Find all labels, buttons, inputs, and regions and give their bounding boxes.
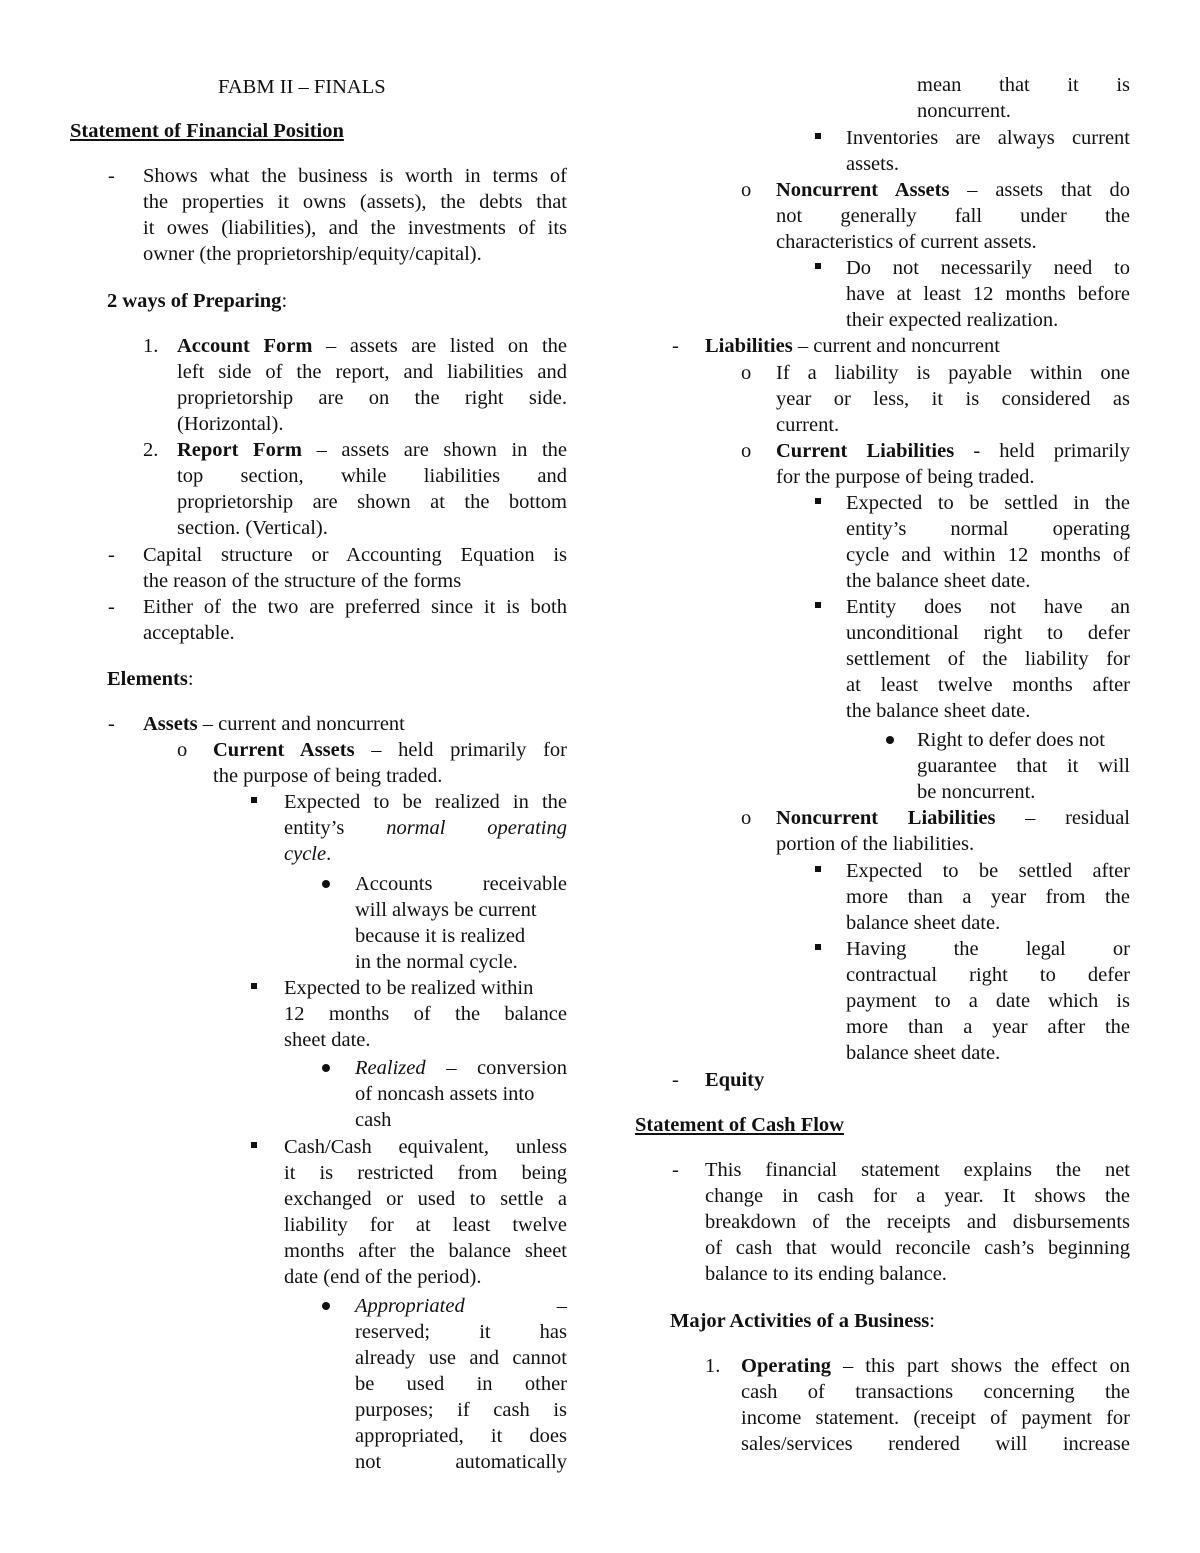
circle-marker: o	[741, 179, 752, 201]
liability-rule-line: If a liability is payable within one	[776, 362, 1130, 384]
list-number: 1.	[705, 1355, 721, 1377]
cl-sub-line: guarantee that it will	[917, 755, 1130, 777]
current-liabilities-line: Current Liabilities - held primarily	[776, 440, 1131, 462]
dash-marker: -	[672, 1159, 679, 1181]
cl-bullet-line: entity’s normal operating	[846, 518, 1130, 540]
square-bullet-icon	[251, 983, 257, 989]
ca-sub-line: already use and cannot	[355, 1347, 567, 1369]
dash-marker: -	[672, 335, 679, 357]
round-bullet-icon	[886, 736, 894, 744]
page-title: FABM II – FINALS	[218, 76, 386, 98]
report-form-line: section. (Vertical).	[177, 517, 328, 539]
note-line: Capital structure or Accounting Equation is	[143, 544, 567, 566]
ca-bullet-line: Expected to be realized in the	[284, 791, 567, 813]
operating-line: Operating – this part shows the effect on	[741, 1355, 1130, 1377]
dash-marker: -	[108, 596, 115, 618]
ca-sub-line: of noncash assets into	[355, 1083, 535, 1105]
assets-line: Assets – current and noncurrent	[143, 713, 405, 735]
list-number: 2.	[143, 439, 159, 461]
square-bullet-icon	[815, 944, 821, 950]
note-line: acceptable.	[143, 622, 235, 644]
noncurrent-liabilities-line: Noncurrent Liabilities – residual	[776, 807, 1130, 829]
ways-heading: 2 ways of Preparing:	[107, 290, 288, 312]
ca-bullet-line: Cash/Cash equivalent, unless	[284, 1136, 567, 1158]
ca-sub-line: cash	[355, 1109, 392, 1131]
square-bullet-icon	[815, 866, 821, 872]
round-bullet-icon	[322, 1064, 330, 1072]
account-form-line: left side of the report, and liabilities and	[177, 361, 567, 383]
cl-bullet-line: Expected to be settled in the	[846, 492, 1130, 514]
ncl-bullet-line: more than a year after the	[846, 1016, 1130, 1038]
list-number: 1.	[143, 335, 159, 357]
scf-intro-line: This financial statement explains the net	[705, 1159, 1130, 1181]
cl-bullet-line: the balance sheet date.	[846, 570, 1031, 592]
cl-bullet-line: cycle and within 12 months of	[846, 544, 1130, 566]
dash-marker: -	[672, 1069, 679, 1091]
report-form-line: proprietorship are shown at the bottom	[177, 491, 567, 513]
square-bullet-icon	[251, 1142, 257, 1148]
cl-bullet-line: at least twelve months after	[846, 674, 1130, 696]
cl-bullet-line: unconditional right to defer	[846, 622, 1130, 644]
circle-marker: o	[177, 739, 188, 761]
square-bullet-icon	[815, 602, 821, 608]
account-form-line: proprietorship are on the right side.	[177, 387, 567, 409]
square-bullet-icon	[815, 498, 821, 504]
liability-rule-line: year or less, it is considered as	[776, 388, 1130, 410]
activities-heading: Major Activities of a Business:	[670, 1310, 935, 1332]
scf-intro-line: change in cash for a year. It shows the	[705, 1185, 1130, 1207]
nca-bullet-line: Do not necessarily need to	[846, 257, 1130, 279]
ca-bullet-line: exchanged or used to settle a	[284, 1188, 567, 1210]
square-bullet-icon	[815, 263, 821, 269]
ca-sub-line: appropriated, it does	[355, 1425, 567, 1447]
equity-label: Equity	[705, 1069, 765, 1091]
sofp-intro-line: the properties it owns (assets), the debts that	[143, 191, 567, 213]
elements-heading: Elements:	[107, 668, 194, 690]
circle-marker: o	[741, 807, 752, 829]
square-bullet-icon	[815, 133, 821, 139]
ca-bullet-line: Expected to be realized within	[284, 977, 534, 999]
noncurrent-assets-line: not generally fall under the	[776, 205, 1130, 227]
dash-marker: -	[108, 713, 115, 735]
cl-sub-line: Right to defer does not	[917, 729, 1105, 751]
ncl-bullet-line: Expected to be settled after	[846, 860, 1130, 882]
account-form-line: Account Form – assets are listed on the	[177, 335, 567, 357]
current-assets-line: Current Assets – held primarily for	[213, 739, 567, 761]
operating-line: income statement. (receipt of payment for	[741, 1407, 1130, 1429]
scf-intro-line: of cash that would reconcile cash’s beginning	[705, 1237, 1130, 1259]
report-form-line: top section, while liabilities and	[177, 465, 567, 487]
ca-sub-line: purposes; if cash is	[355, 1399, 567, 1421]
account-form-line: (Horizontal).	[177, 413, 284, 435]
scf-intro-line: balance to its ending balance.	[705, 1263, 947, 1285]
ca-bullet-line: entity’s normal operating	[284, 817, 567, 839]
ca-bullet-line: it is restricted from being	[284, 1162, 567, 1184]
ca-bullet-line: sheet date.	[284, 1029, 371, 1051]
current-liabilities-line: for the purpose of being traded.	[776, 466, 1035, 488]
cl-bullet-line: the balance sheet date.	[846, 700, 1031, 722]
ca-sub-line: noncurrent.	[917, 100, 1011, 122]
ncl-bullet-line: balance sheet date.	[846, 1042, 1001, 1064]
circle-marker: o	[741, 440, 752, 462]
note-line: the reason of the structure of the forms	[143, 570, 462, 592]
ca-bullet-line: months after the balance sheet	[284, 1240, 567, 1262]
ca-sub-line: not automatically	[355, 1451, 567, 1473]
note-line: Either of the two are preferred since it is both	[143, 596, 567, 618]
round-bullet-icon	[322, 1302, 330, 1310]
sofp-intro-line: Shows what the business is worth in terms of	[143, 165, 567, 187]
ncl-bullet-line: contractual right to defer	[846, 964, 1130, 986]
ca-sub-line: be used in other	[355, 1373, 567, 1395]
ca-sub-line: reserved; it has	[355, 1321, 567, 1343]
noncurrent-liabilities-line: portion of the liabilities.	[776, 833, 975, 855]
ncl-bullet-line: Having the legal or	[846, 938, 1130, 960]
nca-bullet-line: have at least 12 months before	[846, 283, 1130, 305]
sofp-intro-line: it owes (liabilities), and the investments of its	[143, 217, 567, 239]
ncl-bullet-line: more than a year from the	[846, 886, 1130, 908]
ca-bullet-line: 12 months of the balance	[284, 1003, 567, 1025]
scf-heading: Statement of Cash Flow	[635, 1114, 844, 1136]
sofp-intro-line: owner (the proprietorship/equity/capital).	[143, 243, 482, 265]
inventories-line: Inventories are always current	[846, 127, 1130, 149]
circle-marker: o	[741, 362, 752, 384]
dash-marker: -	[108, 544, 115, 566]
nca-bullet-line: their expected realization.	[846, 309, 1059, 331]
ca-bullet-line: liability for at least twelve	[284, 1214, 567, 1236]
report-form-line: Report Form – assets are shown in the	[177, 439, 567, 461]
operating-line: cash of transactions concerning the	[741, 1381, 1130, 1403]
noncurrent-assets-line: characteristics of current assets.	[776, 231, 1037, 253]
ca-bullet-line: cycle.	[284, 843, 332, 865]
ca-sub-line: Accounts receivable	[355, 873, 567, 895]
current-assets-line: the purpose of being traded.	[213, 765, 443, 787]
ncl-bullet-line: balance sheet date.	[846, 912, 1001, 934]
square-bullet-icon	[251, 797, 257, 803]
noncurrent-assets-line: Noncurrent Assets – assets that do	[776, 179, 1130, 201]
ca-sub-line: mean that it is	[917, 74, 1130, 96]
ca-bullet-line: date (end of the period).	[284, 1266, 482, 1288]
liability-rule-line: current.	[776, 414, 840, 436]
cl-sub-line: be noncurrent.	[917, 781, 1036, 803]
ca-sub-line: Appropriated –	[355, 1295, 567, 1317]
cl-bullet-line: settlement of the liability for	[846, 648, 1130, 670]
scf-intro-line: breakdown of the receipts and disbursements	[705, 1211, 1130, 1233]
ca-sub-line: because it is realized	[355, 925, 526, 947]
liabilities-line: Liabilities – current and noncurrent	[705, 335, 1000, 357]
ncl-bullet-line: payment to a date which is	[846, 990, 1130, 1012]
round-bullet-icon	[322, 880, 330, 888]
sofp-heading: Statement of Financial Position	[70, 120, 344, 142]
ca-sub-line: will always be current	[355, 899, 537, 921]
cl-bullet-line: Entity does not have an	[846, 596, 1130, 618]
inventories-line: assets.	[846, 153, 899, 175]
ca-sub-line: Realized – conversion	[355, 1057, 568, 1079]
dash-marker: -	[108, 165, 115, 187]
operating-line: sales/services rendered will increase	[741, 1433, 1130, 1455]
ca-sub-line: in the normal cycle.	[355, 951, 518, 973]
